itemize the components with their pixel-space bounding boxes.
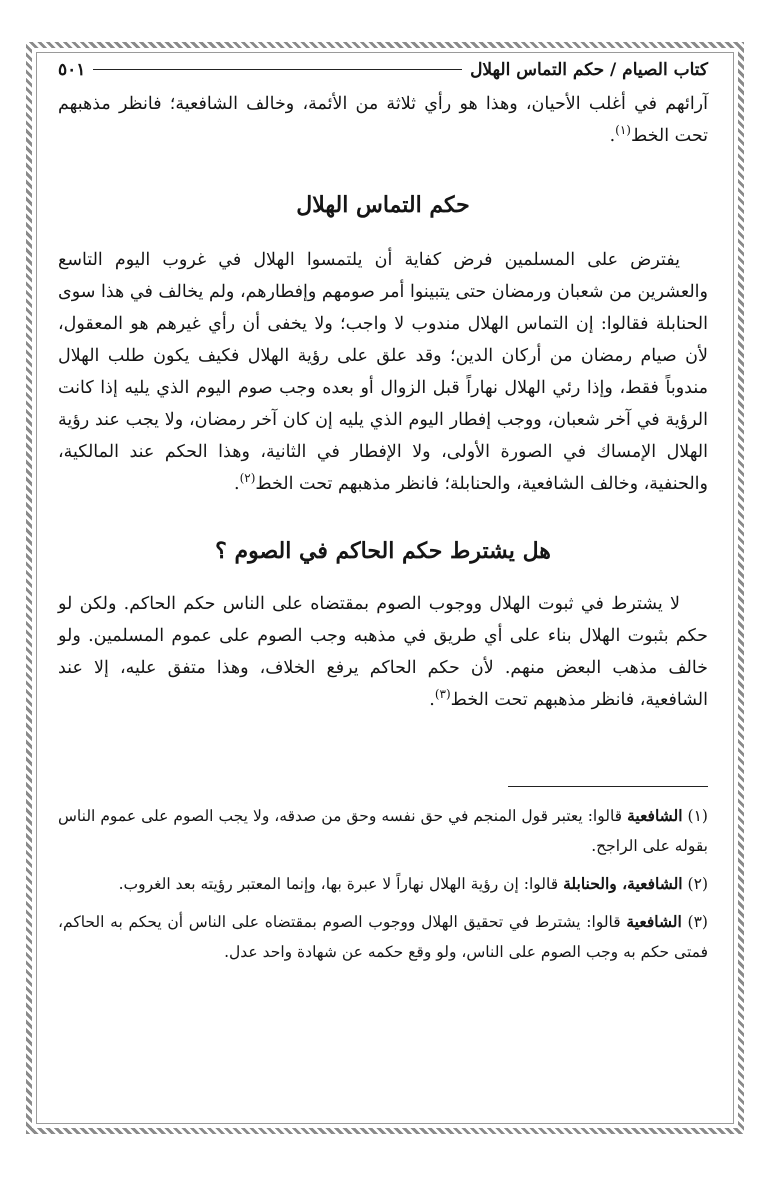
carryover-paragraph — [58, 88, 708, 152]
section1-end: . — [233, 474, 240, 494]
spacer — [58, 152, 708, 190]
footnote-2 — [58, 869, 708, 899]
page-number: ٥٠١ — [58, 60, 86, 80]
footnote-3-text: قالوا: يشترط في تحقيق الهلال ووجوب الصوم بمقتضاه على الناس أن يحكم به الحاكم، فمتى حكم به وجب الصوم على الناس، ولو وقع حكمه عن شهادة واحد عدل. — [58, 913, 708, 961]
spacer — [58, 566, 708, 588]
spacer — [58, 220, 708, 244]
footnote-2-text: قالوا: إن رؤية الهلال نهاراً لا عبرة بها، وإنما المعتبر رؤيته بعد الغروب. — [118, 875, 559, 893]
footnote-ref-2: (٢) — [239, 471, 256, 486]
footnote-3-label: الشافعية — [626, 912, 682, 931]
section1-paragraph — [58, 244, 708, 500]
footnote-3 — [58, 907, 708, 967]
footnote-2-number: (٢) — [687, 875, 708, 893]
footnote-1 — [58, 801, 708, 861]
footnote-2-label: الشافعية، والحنابلة — [563, 874, 683, 893]
footnote-ref-3: (٣) — [434, 687, 451, 702]
carryover-text: آرائهم في أغلب الأحيان، وهذا هو رأي ثلاثة من الأئمة، وخالف الشافعية؛ فانظر مذهبهم تحت الخط — [58, 94, 708, 146]
section-heading-judge: هل يشترط حكم الحاكم في الصوم ؟ — [215, 538, 551, 564]
footnote-ref-1: (١) — [615, 123, 631, 138]
section2-text: لا يشترط في ثبوت الهلال ووجوب الصوم بمقتضاه على الناس حكم الحاكم. ولكن لو حكم بثبوت الهلال بناء على أي طريق في مذهبه وجب الصوم على عموم المسلمين. ولو خالف مذهب البعض منهم. لأن حكم الحاكم يرفع الخلاف، وهذا متفق عليه، إلا عند الشافعية، فانظر مذهبهم تحت الخط — [58, 594, 708, 710]
running-header — [58, 58, 708, 82]
carryover-end: . — [609, 126, 616, 146]
footnote-1-text: قالوا: يعتبر قول المنجم في حق نفسه وحق من صدقه، ولا يجب الصوم على عموم الناس بقوله على الراجح. — [58, 807, 708, 855]
spacer — [58, 500, 708, 536]
spacer — [58, 716, 708, 786]
running-title: كتاب الصيام / حكم التماس الهلال — [470, 60, 708, 80]
header-rule — [93, 69, 462, 70]
footnote-separator — [508, 786, 708, 787]
footnote-3-number: (٣) — [687, 913, 708, 931]
section1-text: يفترض على المسلمين فرض كفاية أن يلتمسوا الهلال في غروب اليوم التاسع والعشرين من شعبان ورمضان حتى يتبينوا أمر صومهم وإفطارهم، ولم يخالف في هذا سوى الحنابلة فقالوا: إن التماس الهلال مندوب لا واجب؛ ولا يخفى أن رأي غيرهم هو المعقول، لأن صيام رمضان من أركان الدين؛ وقد علق على رؤية الهلال فكيف يكون طلب الهلال مندوباً فقط، وإذا رئي الهلال نهاراً قبل الزوال أو بعده وجب صوم اليوم الذي يليه إذا كانت الرؤية في آخر شعبان، ووجب إفطار اليوم الذي يليه إن كان آخر رمضان، ولا يجب عند رؤية الهلال الإمساك في الصورة الأولى، ولا الإفطار في الثانية، وهذا الحكم عند المالكية، والحنفية، وخالف الشافعية، والحنابلة؛ فانظر مذهبهم تحت الخط — [58, 250, 708, 494]
page-content — [58, 58, 708, 975]
footnote-1-label: الشافعية — [627, 806, 683, 825]
section2-end: . — [429, 690, 435, 710]
section-heading-crescent: حكم التماس الهلال — [296, 192, 470, 218]
section2-paragraph — [58, 588, 708, 716]
footnote-1-number: (١) — [687, 807, 708, 825]
